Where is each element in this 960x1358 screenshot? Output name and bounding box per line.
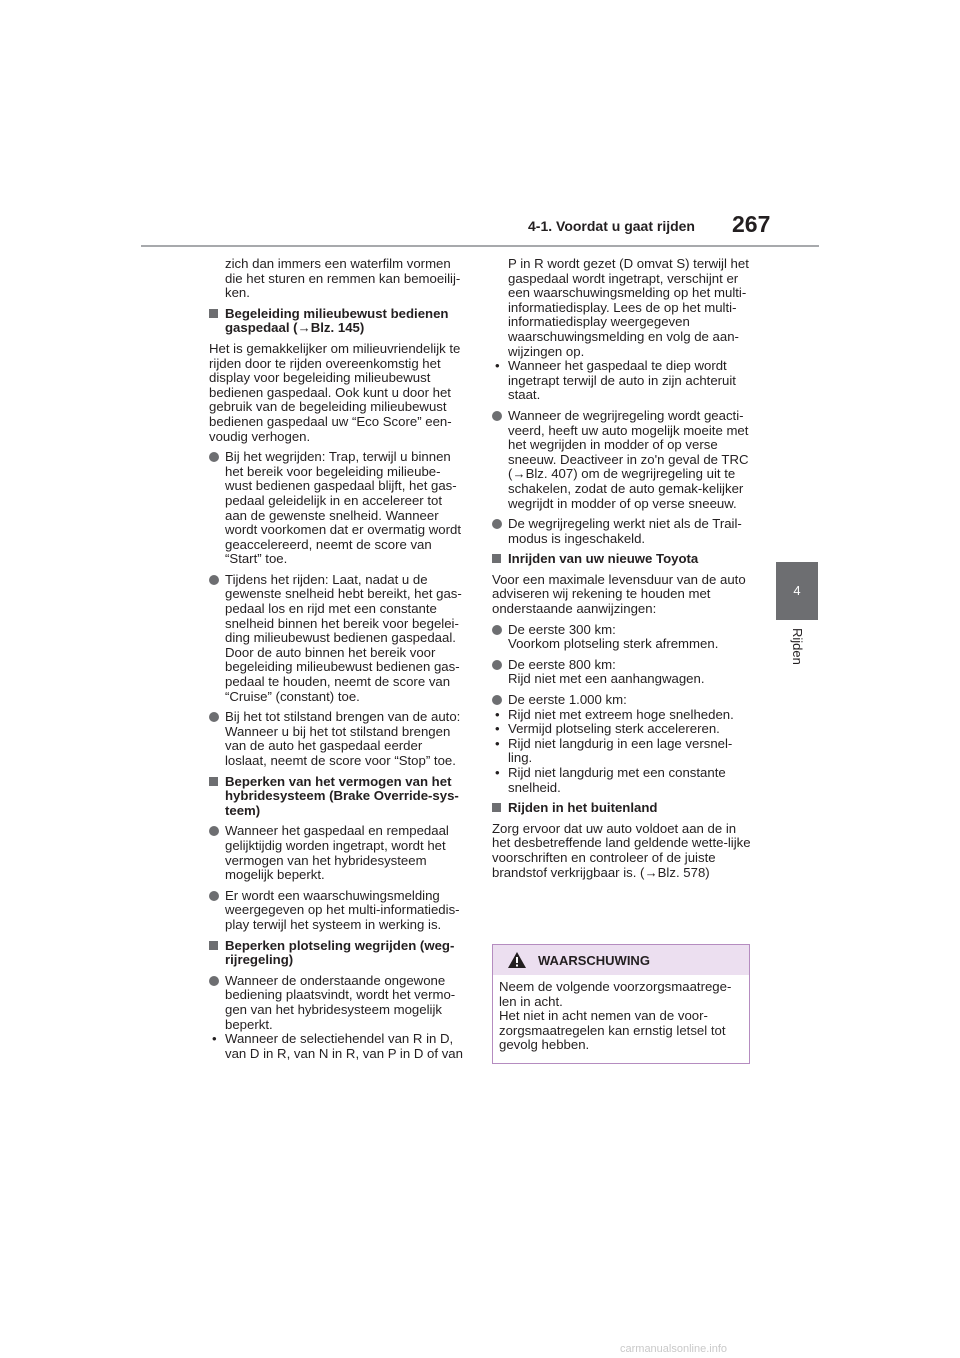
bullet-text: Bij het wegrijden: Trap, terwijl u binnen het bereik voor begeleiding milieube-wust bedienen gaspedaal blijft, het gas-pedaal geleidelijk in en accelereer tot aan de gewenste snelheid. Wanneer wordt voorkomen dat er overmatig wordt geaccelereerd, neemt de score van “Start” toe. [225,449,462,567]
bullet-icon [209,712,219,722]
bullet-icon [492,695,502,705]
bullet-item [492,623,752,652]
sub-item [209,1032,467,1061]
square-icon [492,554,501,563]
warning-icon [507,951,527,969]
dash-marker: • [495,765,500,780]
left-column [209,257,467,1061]
bullet-text: Wanneer het gaspedaal en rempedaal gelijktijdig worden ingetrapt, wordt het vermogen van het hybridesysteem mogelijk beperkt. [225,823,449,883]
paragraph-continued: zich dan immers een waterfilm vormen die het sturen en remmen kan bemoeilij-ken. [225,256,461,301]
bullet-icon [492,625,502,635]
sub-item [492,737,752,766]
bullet-item [209,824,467,882]
section-heading [209,939,467,968]
dash-marker: • [212,1031,217,1047]
warning-title: WAARSCHUWING [538,953,650,968]
bullet-icon [492,660,502,670]
sub-item [492,359,752,403]
square-icon [209,309,218,318]
bullet-text: Wanneer de wegrijregeling wordt geacti-veerd, heeft uw auto mogelijk moeite met het wegrijden in modder of op verse sneeuw. Deactiveer in zo'n geval de TRC (→Blz. 407) om de wegrijregeling uit te schakelen, zodat de auto gemak-kelijker wegrijdt in modder of op verse sneeuw. [508,407,749,511]
warning-body [493,975,749,1053]
paragraph: Voor een maximale levensduur van de auto adviseren wij rekening te houden met onderstaande aanwijzingen: [492,571,746,617]
bullet-icon [209,575,219,585]
right-column [492,257,752,886]
bullet-item [492,517,752,546]
dash-marker: • [495,721,500,737]
bullet-line: Voorkom plotseling sterk afremmen. [508,636,719,652]
sub-item [492,722,752,737]
heading-text: Inrijden van uw nieuwe Toyota [508,551,699,567]
sub-item-text: Vermijd plotseling sterk accelereren. [508,721,720,737]
warning-header [493,945,749,975]
bullet-icon [209,976,219,986]
square-icon [492,803,501,812]
dash-marker: • [495,706,500,722]
bullet-icon [209,891,219,901]
sub-item [492,766,752,795]
dash-marker: • [495,358,500,374]
warning-line: Neem de volgende voorzorgsmaatrege-len in acht. [499,979,732,1009]
bullet-text: Tijdens het rijden: Laat, nadat u de gewenste snelheid hebt bereikt, het gas-pedaal los en rijd met een constante snelheid binnen het bereik voor begelei-ding milieubewust bedienen gaspedaal. Door de auto binnen het bereik voor begeleiding milieubewust bedienen gas-pedaal te houden, neemt de score van “Cruise” (constant) toe. [225,571,462,704]
section-heading [492,801,752,816]
bullet-item [209,889,467,933]
bullet-text: De wegrijregeling werkt niet als de Trail-modus is ingeschakeld. [508,516,742,546]
bullet-item [209,710,467,768]
bullet-text: De eerste 1.000 km: [508,692,627,708]
section-title: 4-1. Voordat u gaat rijden [528,218,695,234]
bullet-icon [492,519,502,529]
sub-item [492,708,752,723]
chapter-tab[interactable]: 4 [776,562,818,620]
chapter-label: Rijden [790,628,805,665]
bullet-icon [492,411,502,421]
sub-item-text: Rijd niet langdurig met een constante snelheid. [508,765,726,795]
page-number: 267 [732,211,771,237]
section-heading [209,307,467,336]
sub-item-continued: P in R wordt gezet (D omvat S) terwijl het gaspedaal wordt ingetrapt, verschijnt er een waarschuwingsmelding op het multi-informatiedisplay. Lees de op het multi-informatiedisplay weergegeven waarschuwingsmelding en volg de aan-wijzingen op. [508,256,749,359]
bullet-line: De eerste 800 km: [508,656,616,672]
bullet-item [209,573,467,704]
sub-item-text: Wanneer de selectiehendel van R in D, van D in R, van N in R, van P in D of van [225,1031,463,1061]
heading-text: Rijden in het buitenland [508,800,658,816]
paragraph: Het is gemakkelijker om milieuvriendelijk te rijden door te rijden overeenkomstig het display voor begeleiding milieubewust bedienen gaspedaal. Ook kunt u door het gebruik van de begeleiding milieubewust bedienen gaspedaal uw “Eco Score” een-voudig verhogen. [209,340,461,444]
section-heading [492,552,752,567]
paragraph: Zorg ervoor dat uw auto voldoet aan de in het desbetreffende land geldende wette-lijke voorschriften en controleer of de juiste brandstof verkrijgbaar is. (→Blz. 578) [492,820,751,880]
square-icon [209,777,218,786]
bullet-item [492,658,752,687]
dash-marker: • [495,735,500,751]
heading-text: Beperken plotseling wegrijden (weg-rijregeling) [225,937,455,968]
footer-watermark: carmanualsonline.info [620,1343,728,1355]
bullet-line: Rijd niet met een aanhangwagen. [508,671,705,687]
bullet-item [492,409,752,511]
header-divider [141,245,819,247]
bullet-text: Bij het tot stilstand brengen van de auto: Wanneer u bij het tot stilstand brengen van de auto het gaspedaal eerder loslaat, neemt de score voor “Stop” toe. [225,709,461,768]
bullet-item [492,693,752,708]
bullet-text: Er wordt een waarschuwingsmelding weergegeven op het multi-informatiedis-play terwijl het systeem in werking is. [225,887,460,932]
heading-text: Begeleiding milieubewust bedienen gaspedaal (→Blz. 145) [225,305,449,336]
bullet-line: De eerste 300 km: [508,621,616,637]
bullet-icon [209,826,219,836]
section-heading [209,775,467,819]
bullet-item [209,974,467,1032]
bullet-text: Wanneer de onderstaande ongewone bediening plaatsvindt, wordt het vermo-gen van het hybridesysteem mogelijk beperkt. [225,972,456,1032]
square-icon [209,941,218,950]
warning-line: Het niet in acht nemen van de voor-zorgsmaatregelen kan ernstig letsel tot gevolg hebben. [499,1008,726,1053]
heading-text: Beperken van het vermogen van het hybridesysteem (Brake Override-sys-teem) [225,773,459,818]
bullet-item [209,450,467,567]
sub-item-text: Wanneer het gaspedaal te diep wordt ingetrapt terwijl de auto in zijn achteruit staat. [508,358,736,403]
warning-box [492,944,750,1064]
sub-item-text: Rijd niet langdurig in een lage versnel-ling. [508,735,733,766]
sub-item-text: Rijd niet met extreem hoge snelheden. [508,706,734,722]
bullet-icon [209,452,219,462]
